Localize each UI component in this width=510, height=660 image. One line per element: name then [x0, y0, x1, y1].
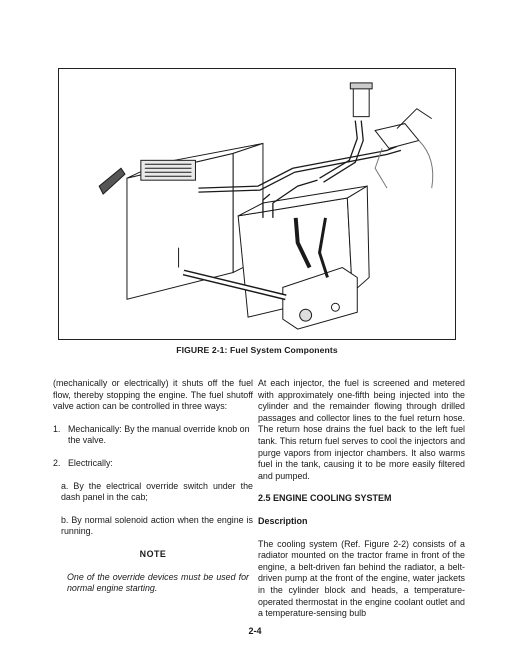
injector-paragraph: At each injector, the fuel is screened and metered with approximately one-fifth being injected into the cylinder and the remainder flowing through drilled passages and collector lines to the fuel return hose. The return hose drains the fuel back to the left fuel tank. This return fuel serves to cool the injectors and purge vapors from injector chambers. It also warms fuel in the tank, causing it to be more easily filtered and pumped. [258, 378, 465, 481]
list-text: Mechanically: By the manual override knob on the valve. [68, 423, 250, 446]
list-number: 2. [53, 457, 61, 468]
list-item-1 [53, 424, 253, 447]
figure-caption: FIGURE 2-1: Fuel System Components [176, 345, 338, 355]
note-title: NOTE [139, 548, 167, 559]
section-heading: 2.5 ENGINE COOLING SYSTEM [258, 493, 392, 504]
left-column [53, 378, 253, 595]
sub-item-a: a. By the electrical override switch under the dash panel in the cab; [61, 480, 253, 503]
intro-paragraph: (mechanically or electrically) it shuts off the fuel flow, thereby stopping the engine. The fuel shutoff valve action can be controlled in three ways: [53, 378, 253, 412]
cooling-paragraph: The cooling system (Ref. Figure 2-2) consists of a radiator mounted on the tractor frame in front of the engine, a belt-driven fan behind the radiator, a belt-driven pump at the front of the engine, water jackets in the cylinder block and heads, a temperature-operated thermostat in the engine coolant outlet and a temperature-sensing bulb [258, 538, 465, 619]
list-item-2 [53, 458, 253, 470]
page-number: 2-4 [248, 626, 262, 636]
list-number: 1. [53, 423, 61, 434]
subheading: Description [258, 515, 308, 526]
figure-frame [58, 68, 456, 340]
sub-item-b: b. By normal solenoid action when the engine is running. [61, 514, 253, 537]
fuel-system-illustration [59, 69, 455, 339]
note-body: One of the override devices must be used for normal engine starting. [67, 571, 249, 594]
list-text: Electrically: [68, 457, 113, 468]
right-column [258, 378, 465, 620]
